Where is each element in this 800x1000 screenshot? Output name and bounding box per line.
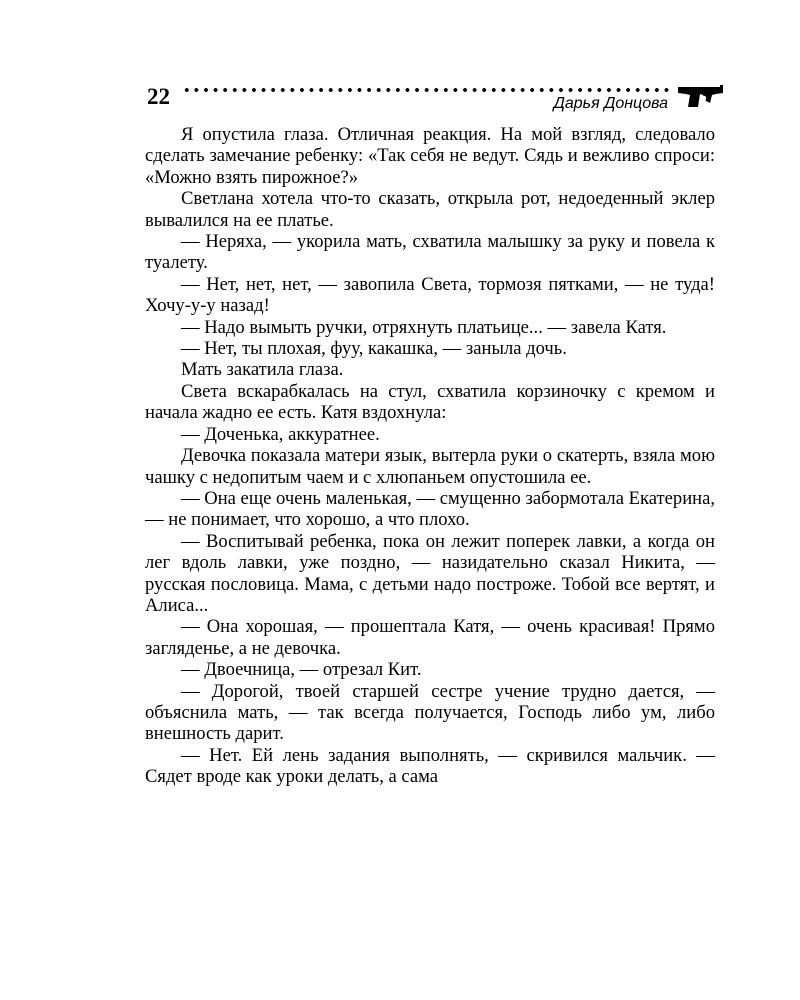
paragraph: — Нет, ты плохая, фуу, какашка, — заныла дочь. — [181, 338, 567, 360]
paragraph: Мать закатила глаза. — [181, 359, 344, 381]
paragraph: — Воспитывай ребенка, пока он лежит поперек лавки, а когда он лег вдоль лавки, уже поздно, — назидательно сказал Никита, — русская пословица. Мама, с детьми надо построже. Тобой все вертят, и Алиса... — [145, 530, 715, 616]
pistol-icon — [676, 81, 726, 111]
paragraph: — Надо вымыть ручки, отряхнуть платьице... — завела Катя. — [181, 316, 667, 338]
running-head-author: Дарья Донцова — [553, 95, 668, 112]
dotted-rule — [182, 86, 670, 94]
page-number: 22 — [147, 84, 170, 109]
paragraph: — Нет. Ей лень задания выполнять, — скривился мальчик. — Сядет вроде как уроки делать, а сама — [145, 744, 715, 788]
paragraph: — Двоечница, — отрезал Кит. — [181, 659, 422, 681]
paragraph: — Нет, нет, нет, — завопила Света, тормозя пятками, — не туда! Хочу-у-у назад! — [145, 273, 715, 317]
paragraph: Девочка показала матери язык, вытерла руки о скатерть, взяла мою чашку с недопитым чаем и с хлюпаньем опустошила ее. — [145, 445, 715, 488]
paragraph: — Доченька, аккуратнее. — [181, 423, 380, 445]
paragraph: Я опустила глаза. Отличная реакция. На мой взгляд, следовало сделать замечание ребенку: «Так себя не ведут. Сядь и вежливо спроси: «Можно взять пирожное?» — [145, 124, 715, 188]
paragraph: Светлана хотела что-то сказать, открыла рот, недоеденный эклер вывалился на ее платье. — [145, 188, 715, 231]
paragraph: — Неряха, — укорила мать, схватила малышку за руку и повела к туалету. — [145, 231, 715, 274]
paragraph: — Дорогой, твоей старшей сестре учение трудно дается, — объяснила мать, — так всегда получается, Господь либо ум, либо внешность дарит. — [145, 680, 715, 745]
paragraph: Света вскарабкалась на стул, схватила корзиночку с кремом и начала жадно ее есть. Катя вздохнула: — [145, 380, 715, 424]
paragraph: — Она хорошая, — прошептала Катя, — очень красивая! Прямо загляденье, а не девочка. — [145, 616, 715, 659]
paragraph: — Она еще очень маленькая, — смущенно забормотала Екатерина, — не понимает, что хорошо, а что плохо. — [145, 487, 715, 531]
body-text — [145, 124, 715, 788]
